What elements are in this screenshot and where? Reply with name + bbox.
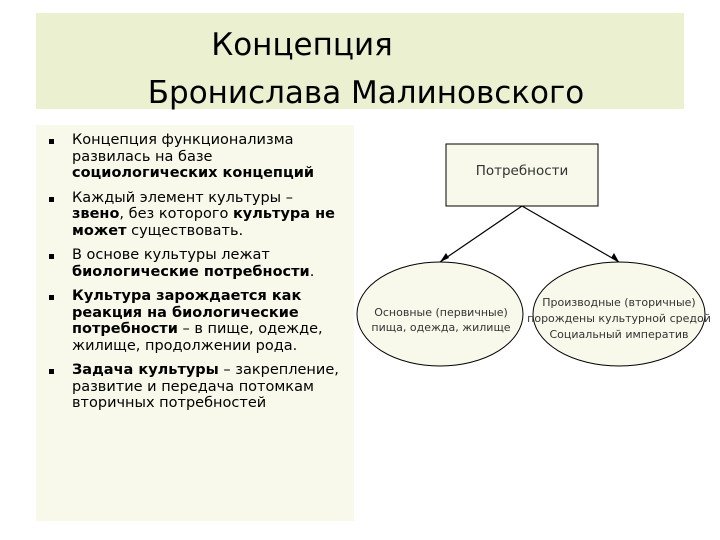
bullet-bold-text: Культура зарождается как реакция на биологические потребности <box>72 288 302 337</box>
arrowhead-left <box>440 253 449 262</box>
bullet-bold-text: социологических концепций <box>72 165 315 181</box>
connector-left <box>440 206 522 262</box>
arrowhead-right <box>611 253 619 262</box>
secondary-needs-line-1: Производные (вторичные) <box>542 296 696 309</box>
connector-right <box>522 206 619 262</box>
primary-needs-label <box>356 305 526 335</box>
bullet-text: Каждый элемент культуры – <box>72 189 293 206</box>
bullet-text: – закрепление, развитие и передача потомкам вторичных потребностей <box>72 362 339 411</box>
primary-needs-line-2: пища, одежда, жилище <box>371 321 511 334</box>
bullet-bold-text: культура не может <box>72 206 335 239</box>
slide-title-line-2: Бронислава Малиновского <box>147 75 585 111</box>
bullet-text: . <box>309 263 315 280</box>
secondary-needs-line-3: Социальный императив <box>549 328 689 341</box>
bullet-text: – в пище, одежде, жилище, продолжении рода. <box>72 321 323 354</box>
bullet-text: существовать. <box>126 222 244 239</box>
secondary-needs-line-2: порождены культурной средой <box>527 312 711 325</box>
slide-title-line-1: Концепция <box>211 27 393 63</box>
primary-needs-line-1: Основные (первичные) <box>374 306 508 319</box>
bullet-bold-text: Задача культуры <box>72 362 219 378</box>
bullet-text: Концепция функционализма развилась на базе <box>72 132 294 165</box>
bullet-text: В основе культуры лежат <box>72 247 270 263</box>
bullet-bold-text: звено <box>72 206 120 222</box>
bullet-bold-text: биологические потребности <box>72 263 310 280</box>
root-box-label: Потребности <box>475 163 569 179</box>
secondary-needs-label <box>518 295 720 343</box>
bullet-text: , без которого <box>119 206 233 222</box>
